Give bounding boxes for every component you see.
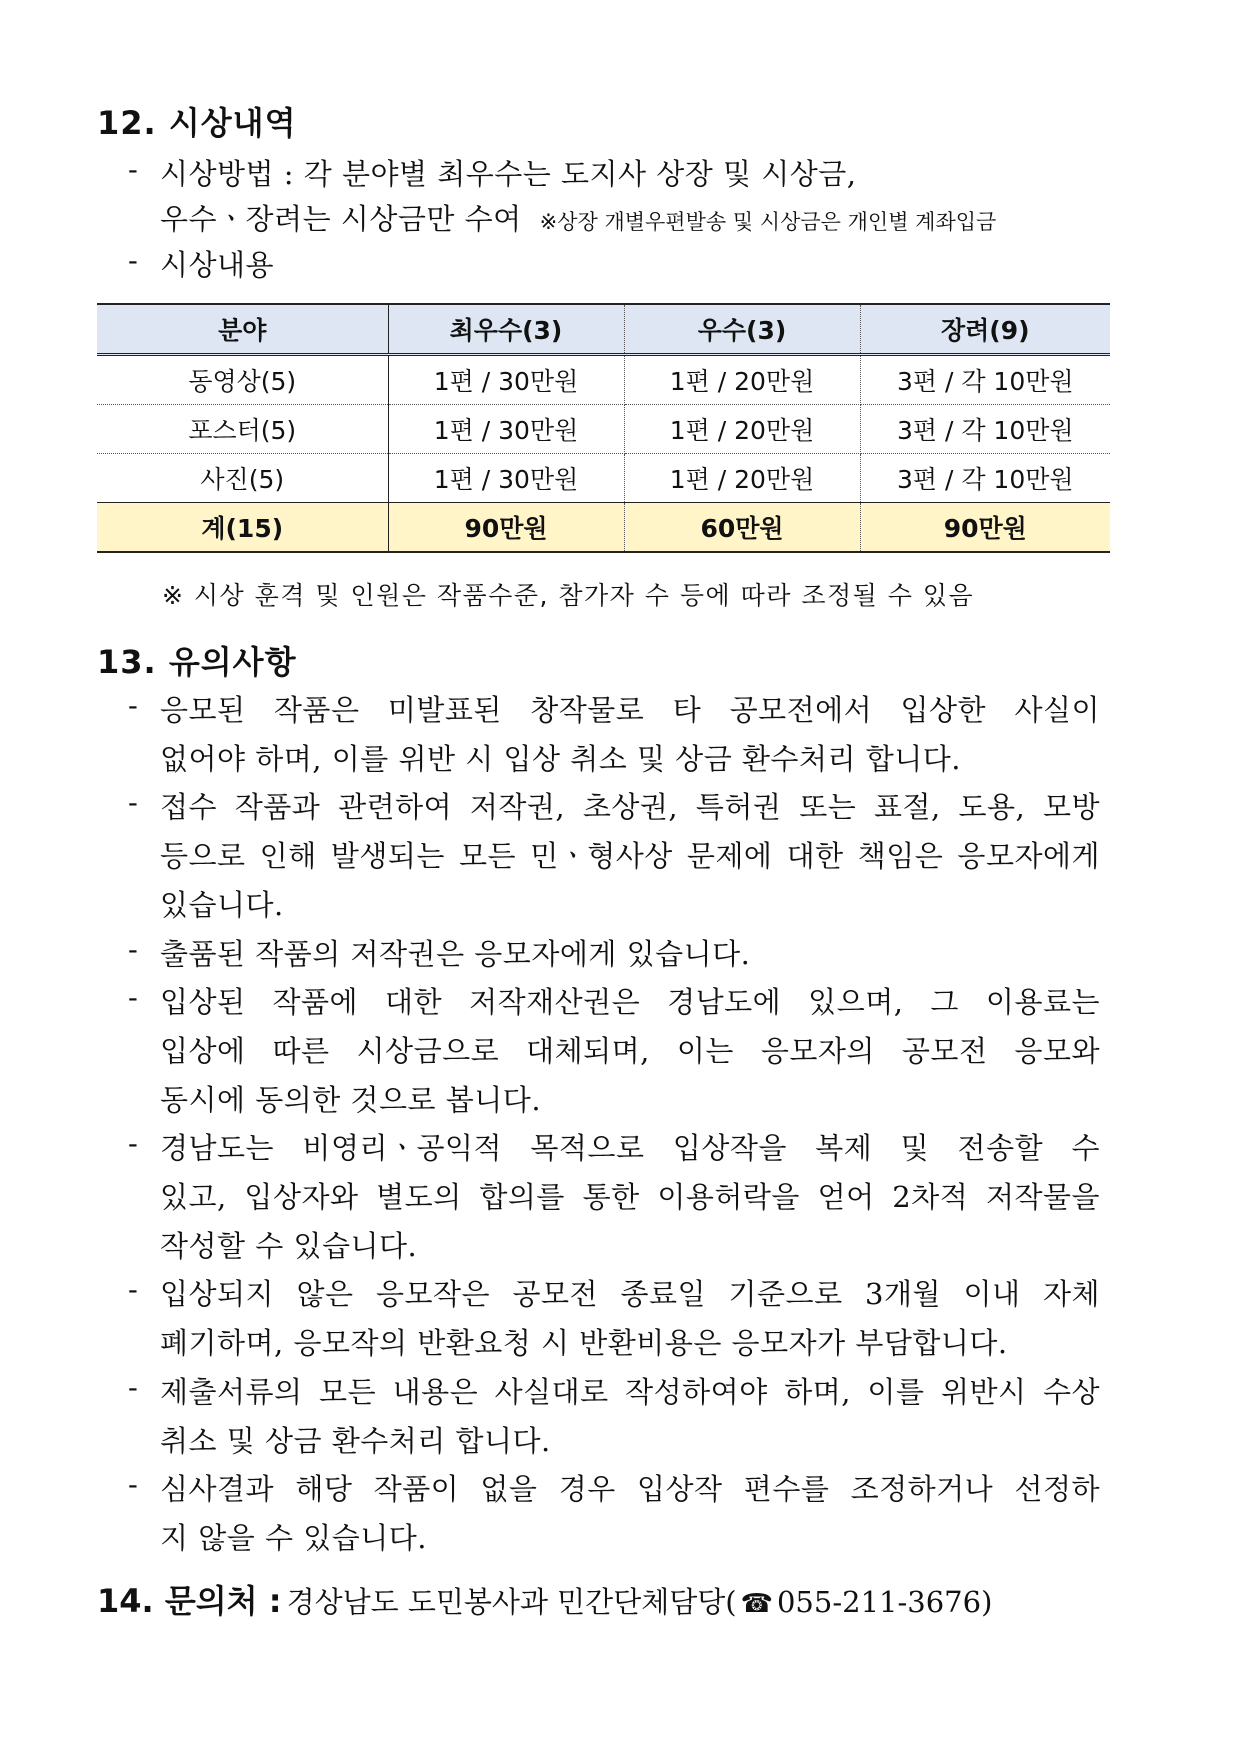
table-cell: 사진(5) — [97, 454, 388, 503]
section-13-title: 13. 유의사항 — [97, 643, 297, 681]
table-cell: 3편 / 각 10만원 — [860, 405, 1110, 454]
notice-item-line: 취소 및 상금 환수처리 합니다. — [160, 1423, 551, 1458]
table-cell: 포스터(5) — [97, 405, 388, 454]
notice-item-line: 입상되지 않은 응모작은 공모전 종료일 기준으로 3개월 이내 자체 — [160, 1277, 1100, 1312]
table-cell: 1편 / 30만원 — [388, 405, 624, 454]
notice-item-line: 동시에 동의한 것으로 봅니다. — [160, 1082, 542, 1117]
bullet-dash: - — [128, 785, 139, 820]
notice-item-line: 있습니다. — [160, 887, 284, 922]
table-cell: 1편 / 20만원 — [624, 454, 860, 503]
notice-item-line: 제출서류의 모든 내용은 사실대로 작성하여야 하며, 이를 위반시 수상 — [160, 1374, 1100, 1409]
header-encouragement: 장려(9) — [860, 304, 1110, 355]
contact-label: 14. 문의처 : — [97, 1582, 282, 1620]
table-note: ※ 시상 훈격 및 인원은 작품수준, 참가자 수 등에 따라 조정될 수 있음 — [162, 581, 975, 610]
notice-item-line: 응모된 작품은 미발표된 창작물로 타 공모전에서 입상한 사실이 — [160, 693, 1100, 727]
contact-department: 경상남도 도민봉사과 민간단체담당( — [286, 1585, 737, 1619]
bullet-dash: - — [128, 688, 139, 722]
notice-item-line: 등으로 인해 발생되는 모든 민ㆍ형사상 문제에 대한 책임은 응모자에게 — [160, 839, 1100, 874]
total-excellence: 60만원 — [624, 503, 860, 553]
notice-item-line: 입상에 따른 시상금으로 대체되며, 이는 응모자의 공모전 응모와 — [160, 1033, 1100, 1068]
notice-item-line: 입상된 작품에 대한 저작재산권은 경남도에 있으며, 그 이용료는 — [160, 985, 1100, 1020]
total-encouragement: 90만원 — [860, 503, 1110, 553]
header-grand-prize: 최우수(3) — [388, 304, 624, 355]
award-table — [97, 303, 1110, 553]
award-table-header — [97, 304, 1110, 355]
contact-phone: 055-211-3676) — [776, 1585, 993, 1619]
bullet-dash: - — [128, 1467, 139, 1502]
notice-item-line: 없어야 하며, 이를 위반 시 입상 취소 및 상금 환수처리 합니다. — [160, 741, 961, 776]
bullet-dash: - — [128, 931, 139, 966]
table-cell: 동영상(5) — [97, 355, 388, 405]
table-total-row — [97, 503, 1110, 553]
contact-line — [97, 1576, 992, 1622]
bullet-dash: - — [128, 1272, 139, 1307]
award-method-line2 — [160, 197, 996, 238]
table-row — [97, 405, 1110, 454]
table-cell: 1편 / 20만원 — [624, 355, 860, 405]
total-label: 계(15) — [97, 503, 388, 553]
table-cell: 1편 / 20만원 — [624, 405, 860, 454]
notice-item-line: 경남도는 비영리ㆍ공익적 목적으로 입상작을 복제 및 전송할 수 — [160, 1131, 1100, 1166]
table-cell: 3편 / 각 10만원 — [860, 355, 1110, 405]
table-cell: 1편 / 30만원 — [388, 355, 624, 405]
bullet-dash: - — [128, 980, 139, 1015]
notice-item-line: 심사결과 해당 작품이 없을 경우 입상작 편수를 조정하거나 선정하 — [160, 1472, 1100, 1507]
bullet-dash: - — [128, 1369, 139, 1404]
bullet-dash: - — [128, 243, 139, 277]
award-content-label: 시상내용 — [160, 248, 275, 282]
header-excellence: 우수(3) — [624, 304, 860, 355]
phone-icon: ☎ — [740, 1589, 773, 1619]
bullet-dash: - — [128, 1126, 139, 1161]
notice-item-line: 출품된 작품의 저작권은 응모자에게 있습니다. — [160, 936, 751, 971]
table-cell: 3편 / 각 10만원 — [860, 454, 1110, 503]
notice-item-line: 작성할 수 있습니다. — [160, 1228, 418, 1263]
header-field: 분야 — [97, 304, 388, 355]
table-row — [97, 454, 1110, 503]
award-method-text: 시상방법 : 각 분야별 최우수는 도지사 상장 및 시상금, — [160, 157, 857, 191]
total-grand-prize: 90만원 — [388, 503, 624, 553]
table-cell: 1편 / 30만원 — [388, 454, 624, 503]
bullet-dash: - — [128, 152, 139, 186]
notice-item-line: 있고, 입상자와 별도의 합의를 통한 이용허락을 얻어 2차적 저작물을 — [160, 1180, 1100, 1214]
table-row — [97, 355, 1110, 405]
notice-item-line: 폐기하며, 응모작의 반환요청 시 반환비용은 응모자가 부담합니다. — [160, 1326, 1008, 1361]
award-method-text-2: 우수ㆍ장려는 시상금만 수여 — [160, 202, 522, 236]
section-12-title: 12. 시상내역 — [97, 104, 297, 142]
award-method-note: ※상장 개별우편발송 및 시상금은 개인별 계좌입금 — [539, 210, 997, 234]
notice-item-line: 지 않을 수 있습니다. — [160, 1520, 427, 1555]
notice-item-line: 접수 작품과 관련하여 저작권, 초상권, 특허권 또는 표절, 도용, 모방 — [160, 790, 1100, 825]
